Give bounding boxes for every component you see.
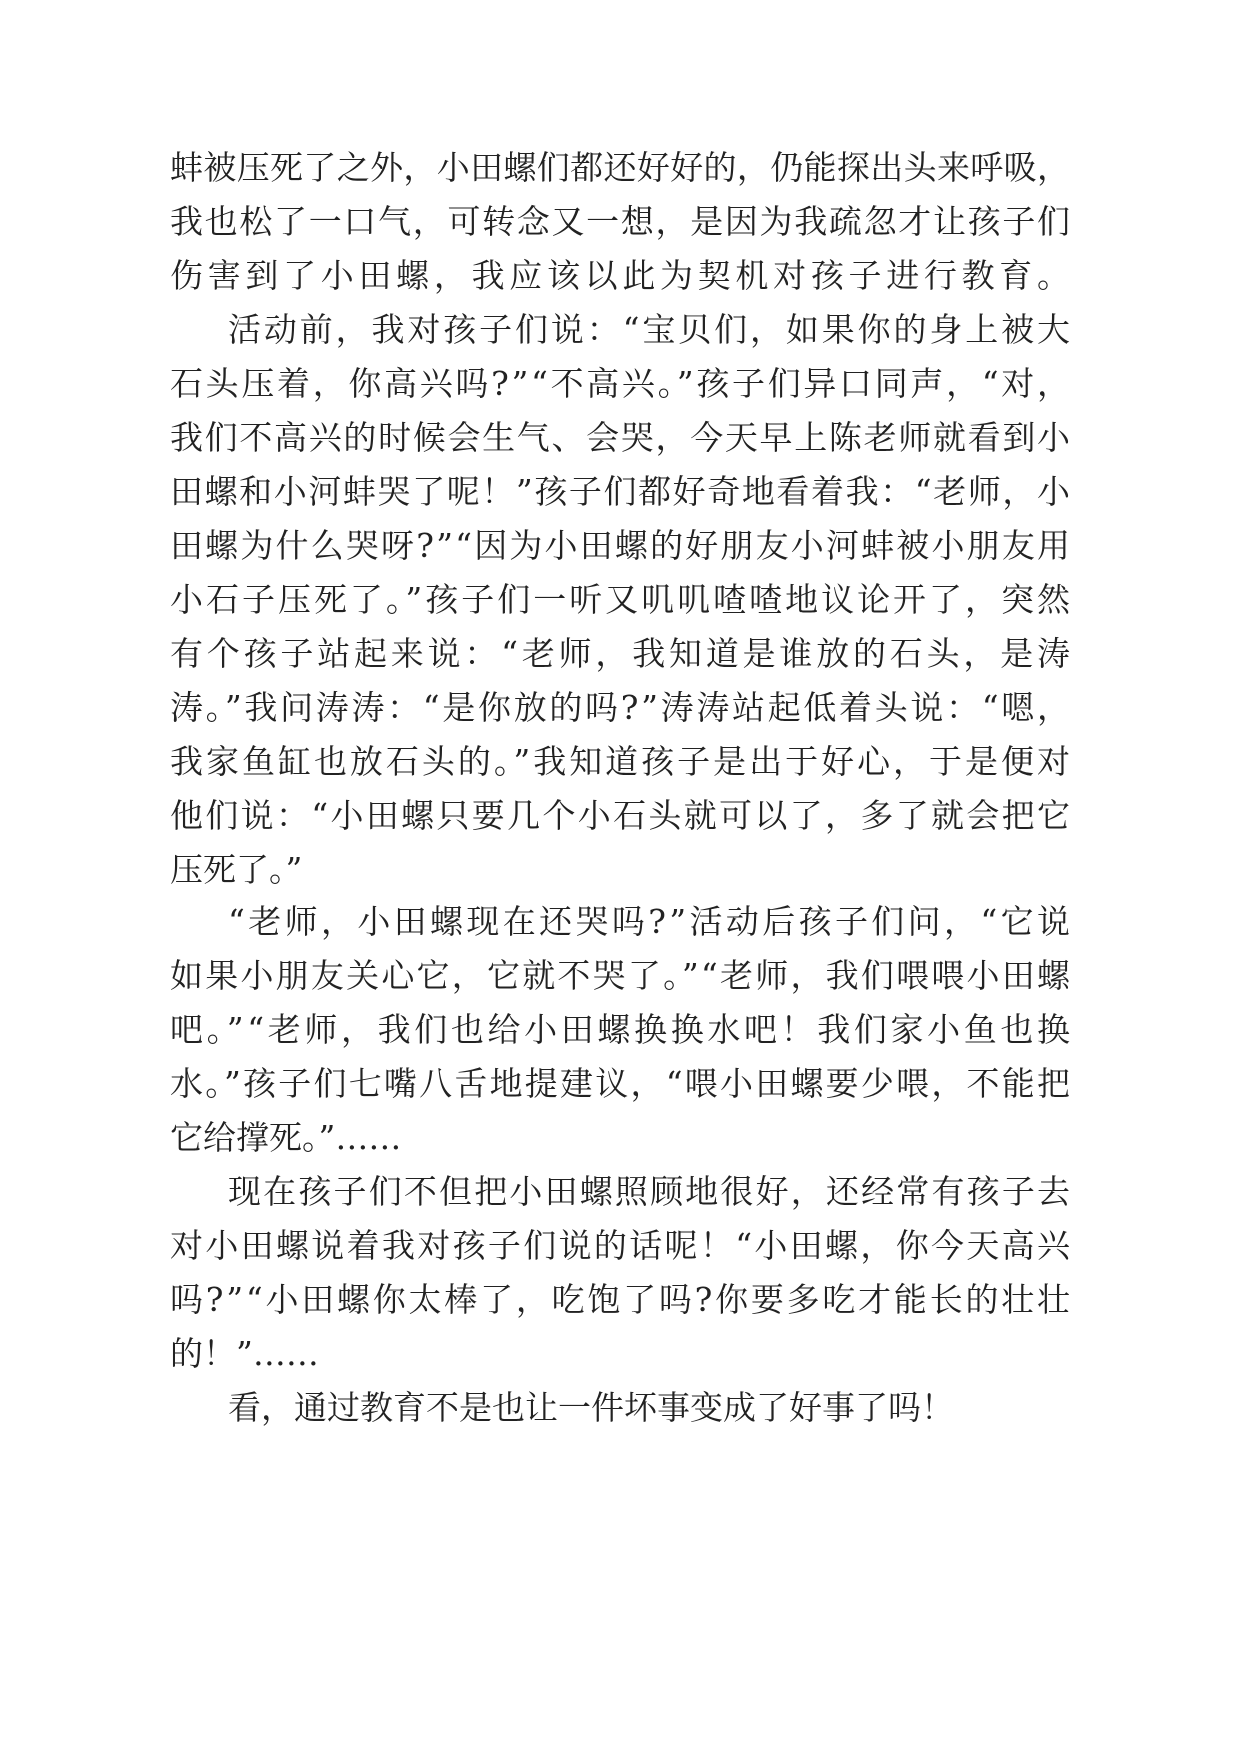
text-line: [0, 353, 1241, 415]
text-line-content: 活动前，我对孩子们说：“宝贝们，如果你的身上被大: [228, 310, 1073, 349]
text-line-content: 我们不高兴的时候会生气、会哭，今天早上陈老师就看到小: [170, 418, 1072, 457]
text-line: [0, 891, 1241, 953]
text-line: [0, 731, 1241, 793]
text-line: [0, 1161, 1241, 1223]
text-line: [0, 299, 1241, 361]
text-line: [0, 1215, 1241, 1277]
text-line-content: 吧。”“老师，我们也给小田螺换换水吧！我们家小鱼也换: [170, 1010, 1074, 1049]
text-line-content: 吗?”“小田螺你太棒了，吃饱了吗?你要多吃才能长的壮壮: [170, 1280, 1073, 1319]
text-line-content: 石头压着，你高兴吗?”“不高兴。”孩子们异口同声，“对，: [170, 364, 1073, 403]
text-line-content: 现在孩子们不但把小田螺照顾地很好，还经常有孩子去: [228, 1172, 1073, 1211]
text-line: [0, 1107, 1241, 1169]
text-line: [0, 623, 1241, 685]
text-line-content: 田螺为什么哭呀?”“因为小田螺的好朋友小河蚌被小朋友用: [170, 526, 1073, 565]
text-line-content: 的！”……: [170, 1334, 319, 1373]
text-line: [0, 569, 1241, 631]
text-line: [0, 785, 1241, 847]
text-line-content: 压死了。”: [170, 850, 303, 889]
text-line-content: 看，通过教育不是也让一件坏事变成了好事了吗！: [228, 1388, 954, 1427]
text-line: [0, 191, 1241, 253]
text-line: [0, 1377, 1241, 1439]
text-line: [0, 1053, 1241, 1115]
text-line: [0, 461, 1241, 523]
text-line-content: 对小田螺说着我对孩子们说的话呢！“小田螺，你今天高兴: [170, 1226, 1073, 1265]
text-line: [0, 137, 1241, 199]
text-line-content: “老师，小田螺现在还哭吗?”活动后孩子们问，“它说: [228, 902, 1074, 941]
text-line-content: 我也松了一口气，可转念又一想，是因为我疏忽才让孩子们: [170, 202, 1072, 241]
text-line-content: 小石子压死了。”孩子们一听又叽叽喳喳地议论开了，突然: [170, 580, 1073, 619]
text-line-content: 我家鱼缸也放石头的。”我知道孩子是出于好心，于是便对: [170, 742, 1073, 781]
text-line-content: 水。”孩子们七嘴八舌地提建议，“喂小田螺要少喂，不能把: [170, 1064, 1073, 1103]
text-line-content: 伤害到了小田螺，我应该以此为契机对孩子进行教育。: [170, 256, 1075, 295]
text-line: [0, 1269, 1241, 1331]
text-line-content: 蚌被压死了之外，小田螺们都还好好的，仍能探出头来呼吸，: [170, 148, 1071, 187]
text-line: [0, 515, 1241, 577]
text-line: [0, 245, 1241, 307]
text-line-content: 涛。”我问涛涛：“是你放的吗?”涛涛站起低着头说：“嗯，: [170, 688, 1073, 727]
text-line-content: 它给撑死。”……: [170, 1118, 402, 1157]
text-line-content: 田螺和小河蚌哭了呢！”孩子们都好奇地看着我：“老师，小: [170, 472, 1072, 511]
text-line: [0, 407, 1241, 469]
text-line-content: 有个孩子站起来说：“老师，我知道是谁放的石头，是涛: [170, 634, 1074, 673]
text-line: [0, 999, 1241, 1061]
text-line: [0, 945, 1241, 1007]
text-line-content: 他们说：“小田螺只要几个小石头就可以了，多了就会把它: [170, 796, 1073, 835]
text-line-content: 如果小朋友关心它，它就不哭了。”“老师，我们喂喂小田螺: [170, 956, 1073, 995]
text-line: [0, 677, 1241, 739]
text-line: [0, 1323, 1241, 1385]
